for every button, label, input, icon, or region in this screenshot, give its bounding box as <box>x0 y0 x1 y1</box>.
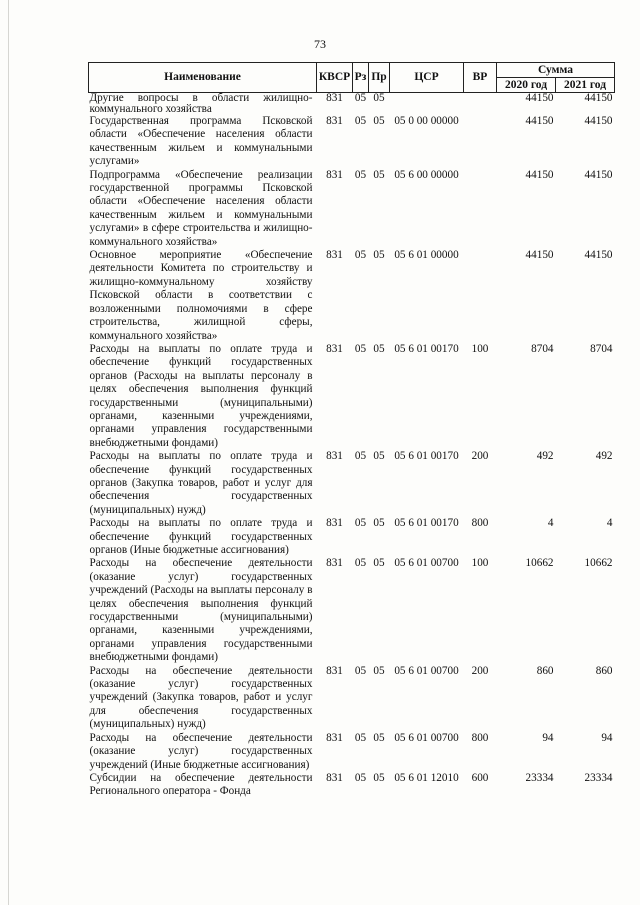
table-row <box>89 93 615 116</box>
row-vr: 200 <box>471 450 489 463</box>
row-name: Расходы на выплаты по оплате труда и обеспечение функций государственных органов (Расходы на выплаты персоналу в целях обеспечения выполнения функций государственными (муниципальными) органами, казенными учреждениями, органами управления государственными внебюджетными фондами) <box>89 342 313 449</box>
row-pr: 05 <box>373 517 385 530</box>
row-rz: 05 <box>354 450 367 463</box>
row-sum-2020: 23334 <box>525 771 554 784</box>
row-kvsr: 831 <box>326 342 343 355</box>
table-row <box>89 665 615 732</box>
table-header <box>89 63 615 93</box>
header-name: Наименование <box>89 63 317 93</box>
table-body <box>89 93 615 799</box>
budget-table <box>88 62 615 799</box>
row-vr: 800 <box>471 731 489 744</box>
row-rz: 05 <box>354 342 367 355</box>
row-kvsr: 831 <box>326 731 343 744</box>
row-rz: 05 <box>354 731 367 744</box>
row-name: Подпрограмма «Обеспечение реализации государственной программы Псковской области «Обеспечение населения области качественным жильем и коммунальными услугами» в сфере строительства и жилищно-коммунального хозяйства» <box>89 168 313 248</box>
page-edge-shadow <box>8 0 9 905</box>
row-kvsr: 831 <box>326 557 343 570</box>
row-sum-2020: 4 <box>547 517 554 530</box>
row-kvsr: 831 <box>326 517 343 530</box>
row-csr: 05 0 00 00000 <box>394 115 459 127</box>
row-csr: 05 6 01 00170 <box>394 450 459 463</box>
row-sum-2021: 860 <box>595 664 613 677</box>
header-rz: Рз <box>353 63 369 93</box>
row-sum-2020: 94 <box>542 731 554 744</box>
row-vr: 600 <box>471 771 489 784</box>
row-name: Расходы на обеспечение деятельности (оказание услуг) государственных учреждений (Иные бюджетные ассигнования) <box>89 731 313 771</box>
row-sum-2020: 8704 <box>531 342 554 355</box>
row-rz: 05 <box>354 115 367 127</box>
row-sum-2021: 44150 <box>584 249 613 262</box>
row-sum-2021: 8704 <box>590 342 613 355</box>
row-pr: 05 <box>373 664 385 677</box>
row-kvsr: 831 <box>326 664 343 677</box>
row-name: Основное мероприятие «Обеспечение деятельности Комитета по строительству и жилищно-коммунальному хозяйству Псковской области в соответствии с возложенными полномочиями в сфере строительства, жилищной сферы, коммунального хозяйства» <box>89 249 313 342</box>
row-name: Расходы на выплаты по оплате труда и обеспечение функций государственных органов (Закупка товаров, работ и услуг для обеспечения государственных (муниципальных) нужд) <box>89 450 313 516</box>
row-rz: 05 <box>354 517 367 530</box>
row-sum-2020: 10662 <box>525 557 554 570</box>
row-sum-2020: 44150 <box>525 249 554 262</box>
table-row <box>89 772 615 799</box>
row-name: Расходы на выплаты по оплате труда и обеспечение функций государственных органов (Иные бюджетные ассигнования) <box>89 517 313 556</box>
row-vr: 100 <box>471 557 489 570</box>
row-rz: 05 <box>354 168 367 181</box>
row-kvsr: 831 <box>326 249 343 262</box>
row-sum-2021: 44150 <box>584 115 613 127</box>
row-sum-2021: 10662 <box>584 557 613 570</box>
table-row <box>89 249 615 343</box>
row-vr <box>464 169 497 249</box>
row-name: Субсидии на обеспечение деятельности Регионального оператора - Фонда <box>89 771 313 798</box>
row-vr: 100 <box>471 342 489 355</box>
table-row <box>89 732 615 772</box>
row-sum-2020: 44150 <box>525 168 554 181</box>
row-name: Государственная программа Псковской области «Обеспечение населения области качественным жильем и коммунальными услугами» <box>89 115 313 168</box>
table-row <box>89 343 615 450</box>
row-vr: 200 <box>471 664 489 677</box>
row-rz: 05 <box>354 92 367 104</box>
row-kvsr: 831 <box>326 771 343 784</box>
row-sum-2021: 94 <box>601 731 613 744</box>
row-csr: 05 6 01 00700 <box>394 557 459 570</box>
row-csr: 05 6 01 00000 <box>394 249 459 262</box>
row-pr: 05 <box>373 168 385 181</box>
row-pr: 05 <box>373 92 385 104</box>
row-kvsr: 831 <box>326 115 343 127</box>
header-sum: Сумма <box>497 63 615 78</box>
row-csr: 05 6 01 00170 <box>394 517 459 530</box>
row-sum-2020: 860 <box>536 664 554 677</box>
row-rz: 05 <box>354 249 367 262</box>
table-row <box>89 557 615 664</box>
row-sum-2021: 44150 <box>584 168 613 181</box>
row-name: Расходы на обеспечение деятельности (оказание услуг) государственных учреждений (Закупка товаров, работ и услуг для обеспечения государственных (муниципальных) нужд) <box>89 664 313 731</box>
row-pr: 05 <box>373 249 385 262</box>
row-sum-2021: 4 <box>606 517 613 530</box>
row-csr: 05 6 01 12010 <box>394 771 459 784</box>
header-year-2021: 2021 год <box>556 78 615 93</box>
row-vr <box>464 115 497 169</box>
row-csr: 05 6 00 00000 <box>394 168 459 181</box>
row-rz: 05 <box>354 557 367 570</box>
row-pr: 05 <box>373 771 385 784</box>
header-pr: Пр <box>369 63 390 93</box>
page-number: 73 <box>314 37 326 51</box>
row-sum-2021: 44150 <box>584 92 613 104</box>
row-pr: 05 <box>373 731 385 744</box>
row-csr: 05 6 01 00700 <box>394 664 459 677</box>
row-pr: 05 <box>373 450 385 463</box>
row-pr: 05 <box>373 115 385 127</box>
row-rz: 05 <box>354 771 367 784</box>
row-sum-2020: 492 <box>536 450 554 463</box>
row-kvsr: 831 <box>326 168 343 181</box>
row-vr: 800 <box>471 517 489 530</box>
row-sum-2020: 44150 <box>525 92 554 104</box>
row-rz: 05 <box>354 664 367 677</box>
row-sum-2020: 44150 <box>525 115 554 127</box>
row-pr: 05 <box>373 342 385 355</box>
row-name: Расходы на обеспечение деятельности (оказание услуг) государственных учреждений (Расходы на выплаты персоналу в целях обеспечения выполнения функций государственными (муниципальными) органами, казенными учреждениями, органами управления государственными внебюджетными фондами) <box>89 557 313 664</box>
table-row <box>89 450 615 517</box>
row-sum-2021: 23334 <box>584 771 613 784</box>
header-vr: ВР <box>464 63 497 93</box>
header-csr: ЦСР <box>390 63 464 93</box>
row-vr <box>464 93 497 116</box>
header-kvsr: КВСР <box>317 63 353 93</box>
row-name: Другие вопросы в области жилищно-коммунального хозяйства <box>89 92 313 115</box>
table-row <box>89 517 615 557</box>
row-csr: 05 6 01 00700 <box>394 731 459 744</box>
table-row <box>89 169 615 249</box>
header-year-2020: 2020 год <box>497 78 556 93</box>
row-kvsr: 831 <box>326 450 343 463</box>
row-csr <box>390 93 464 116</box>
table-row <box>89 115 615 169</box>
row-sum-2021: 492 <box>595 450 613 463</box>
row-kvsr: 831 <box>326 92 343 104</box>
row-vr <box>464 249 497 343</box>
row-csr: 05 6 01 00170 <box>394 342 459 355</box>
row-pr: 05 <box>373 557 385 570</box>
